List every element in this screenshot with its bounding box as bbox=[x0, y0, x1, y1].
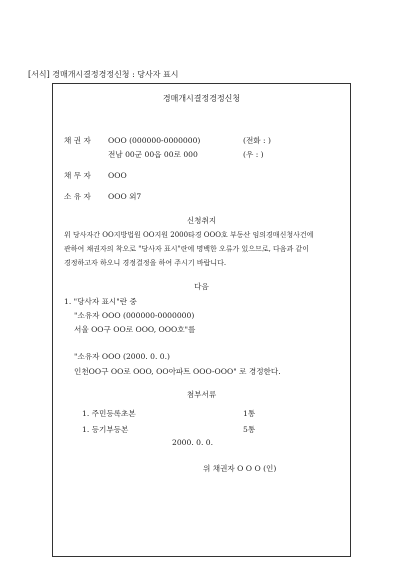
purpose-line-2: 관하여 채권자의 착오로 "당사자 표시"란에 명백한 오류가 있으므로, 다음과 같이 bbox=[64, 245, 310, 253]
purpose-heading: 신청취지 bbox=[186, 216, 217, 225]
attachment-label: 1. 주민등록초본 bbox=[82, 409, 136, 418]
phone-label: (전화 : ) bbox=[243, 136, 271, 145]
attachments-heading: 첨부서류 bbox=[186, 390, 217, 399]
purpose-line-1: 위 당사자간 OO지방법원 OO지원 2000타경 OOO호 부동산 임의경매신청사건에 bbox=[64, 231, 314, 239]
owner-name: OOO 외7 bbox=[108, 192, 142, 201]
signature-line: 위 채권자 O O O (인) bbox=[203, 464, 277, 473]
attachment-count: 5통 bbox=[243, 425, 256, 434]
quote1-line-1: "소유자 OOO (000000-0000000) bbox=[74, 311, 195, 320]
form-header: [서식] 경매개시결정경정신청 : 당사자 표시 bbox=[28, 70, 179, 79]
item-1: 1. "당사자 표시"란 중 bbox=[64, 297, 137, 306]
zip-label: (우 : ) bbox=[243, 150, 264, 159]
quote1-line-2: 서울 OO구 OO로 OOO, OOO호"를 bbox=[74, 325, 196, 334]
debtor-label: 채 무 자 bbox=[64, 171, 91, 180]
attachment-count: 1통 bbox=[243, 409, 256, 418]
purpose-line-3: 경정하고자 하오니 경정결정을 하여 주시기 바랍니다. bbox=[64, 259, 227, 267]
owner-label: 소 유 자 bbox=[64, 192, 91, 201]
document-title: 경매개시결정경정신청 bbox=[162, 94, 241, 103]
creditor-name: OOO (000000-0000000) bbox=[108, 136, 201, 145]
creditor-label: 채 권 자 bbox=[64, 136, 91, 145]
next-heading: 다음 bbox=[194, 282, 209, 291]
document-date: 2000. 0. 0. bbox=[172, 438, 214, 447]
creditor-address: 전남 00군 00읍 00로 000 bbox=[108, 150, 198, 159]
attachment-label: 1. 등기부등본 bbox=[82, 425, 129, 434]
quote2-line-2: 인천OO구 OO로 OOO, OO아파트 OOO-OOO" 로 경정한다. bbox=[74, 367, 281, 376]
debtor-name: OOO bbox=[108, 171, 127, 180]
quote2-line-1: "소유자 OOO (2000. 0. 0.) bbox=[74, 352, 170, 361]
